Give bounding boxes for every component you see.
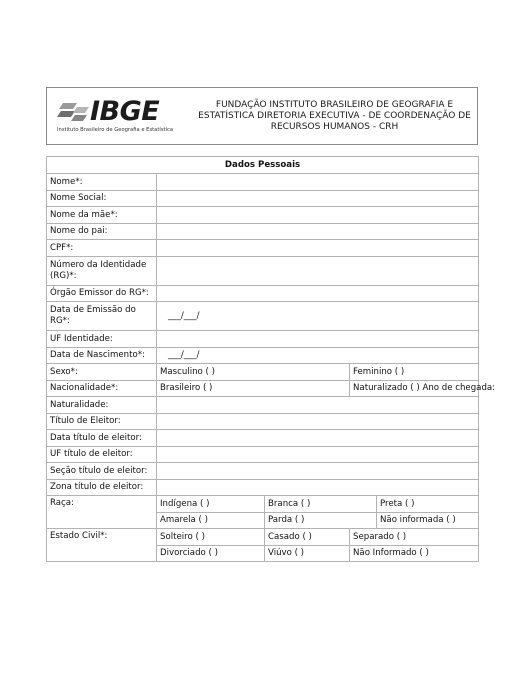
input-nome-pai[interactable]: [157, 223, 479, 240]
label-data-titulo: Data título de eleitor:: [47, 430, 157, 447]
ibge-logo: [47, 88, 187, 144]
label-nome: Nome*:: [47, 174, 157, 191]
input-nome-mae[interactable]: [157, 207, 479, 224]
input-titulo-eleitor[interactable]: [157, 413, 479, 430]
input-uf-identidade[interactable]: [157, 331, 479, 348]
option-parda[interactable]: Parda ( ): [265, 512, 377, 529]
option-divorciado[interactable]: Divorciado ( ): [157, 545, 265, 562]
row-titulo-eleitor: [47, 413, 479, 430]
input-data-nascimento[interactable]: [157, 347, 479, 364]
option-casado[interactable]: Casado ( ): [265, 529, 350, 546]
label-nome-mae: Nome da mãe*:: [47, 207, 157, 224]
input-zona-titulo[interactable]: [157, 479, 479, 496]
section-title: Dados Pessoais: [47, 157, 479, 174]
input-orgao-emissor[interactable]: [157, 285, 479, 302]
label-nacionalidade: Nacionalidade*:: [47, 380, 157, 397]
document-header: [46, 87, 478, 145]
row-zona-titulo: [47, 479, 479, 496]
option-nao-informado[interactable]: Não Informado ( ): [350, 545, 479, 562]
row-sexo: [47, 364, 479, 381]
label-data-nascimento: Data de Nascimento*:: [47, 347, 157, 364]
input-secao-titulo[interactable]: [157, 463, 479, 480]
row-nome-social: [47, 190, 479, 207]
label-data-emissao: Data de Emissão do RG*:: [47, 302, 157, 331]
label-naturalidade: Naturalidade:: [47, 397, 157, 414]
row-nome-mae: [47, 207, 479, 224]
label-zona-titulo: Zona título de eleitor:: [47, 479, 157, 496]
row-raca-1: [47, 496, 479, 513]
option-nao-informada[interactable]: Não informada ( ): [377, 512, 479, 529]
row-uf-titulo: [47, 446, 479, 463]
row-cpf: [47, 240, 479, 257]
input-nome-social[interactable]: [157, 190, 479, 207]
row-orgao-emissor: [47, 285, 479, 302]
option-preta[interactable]: Preta ( ): [377, 496, 479, 513]
logo-subtitle: Instituto Brasileiro de Geografia e Estatística: [57, 127, 174, 133]
input-uf-titulo[interactable]: [157, 446, 479, 463]
label-estado-civil: Estado Civil*:: [47, 529, 157, 562]
input-rg[interactable]: [157, 256, 479, 285]
section-title-row: [47, 157, 479, 174]
date-emissao-placeholder: ___/___/: [168, 311, 200, 321]
label-nome-pai: Nome do pai:: [47, 223, 157, 240]
row-estado-civil-1: [47, 529, 479, 546]
input-data-emissao[interactable]: [157, 302, 479, 331]
header-title: FUNDAÇÃO INSTITUTO BRASILEIRO DE GEOGRAFIA E ESTATÍSTICA DIRETORIA EXECUTIVA - DE COORDENAÇÃO DE RECURSOS HUMANOS - CRH: [198, 100, 471, 132]
input-nome[interactable]: [157, 174, 479, 191]
row-data-nascimento: [47, 347, 479, 364]
row-uf-identidade: [47, 331, 479, 348]
label-secao-titulo: Seção título de eleitor:: [47, 463, 157, 480]
label-nome-social: Nome Social:: [47, 190, 157, 207]
date-nascimento-placeholder: ___/___/: [168, 350, 200, 361]
ibge-logo-icon: [57, 101, 91, 125]
row-data-titulo: [47, 430, 479, 447]
option-branca[interactable]: Branca ( ): [265, 496, 377, 513]
personal-data-table: [46, 156, 496, 562]
option-brasileiro[interactable]: Brasileiro ( ): [157, 380, 350, 397]
option-amarela[interactable]: Amarela ( ): [157, 512, 265, 529]
row-nacionalidade: [47, 380, 479, 397]
row-nome: [47, 174, 479, 191]
option-feminino[interactable]: Feminino ( ): [350, 364, 479, 381]
row-rg: [47, 256, 479, 285]
option-separado[interactable]: Separado ( ): [350, 529, 479, 546]
row-nome-pai: [47, 223, 479, 240]
option-viuvo[interactable]: Viúvo ( ): [265, 545, 350, 562]
label-uf-titulo: UF título de eleitor:: [47, 446, 157, 463]
input-data-titulo[interactable]: [157, 430, 479, 447]
label-orgao-emissor: Órgão Emissor do RG*:: [47, 285, 157, 302]
input-cpf[interactable]: [157, 240, 479, 257]
logo-wordmark: IBGE: [90, 96, 160, 127]
label-rg: Número da Identidade (RG)*:: [47, 256, 157, 285]
row-naturalidade: [47, 397, 479, 414]
input-naturalidade[interactable]: [157, 397, 479, 414]
label-raca: Raça:: [47, 496, 157, 529]
label-sexo: Sexo*:: [47, 364, 157, 381]
option-indigena[interactable]: Indígena ( ): [157, 496, 265, 513]
label-cpf: CPF*:: [47, 240, 157, 257]
label-uf-identidade: UF Identidade:: [47, 331, 157, 348]
label-titulo-eleitor: Título de Eleitor:: [47, 413, 157, 430]
option-masculino[interactable]: Masculino ( ): [157, 364, 350, 381]
row-data-emissao: [47, 302, 479, 331]
row-secao-titulo: [47, 463, 479, 480]
option-naturalizado[interactable]: Naturalizado ( ) Ano de chegada:: [350, 380, 479, 397]
option-solteiro[interactable]: Solteiro ( ): [157, 529, 265, 546]
